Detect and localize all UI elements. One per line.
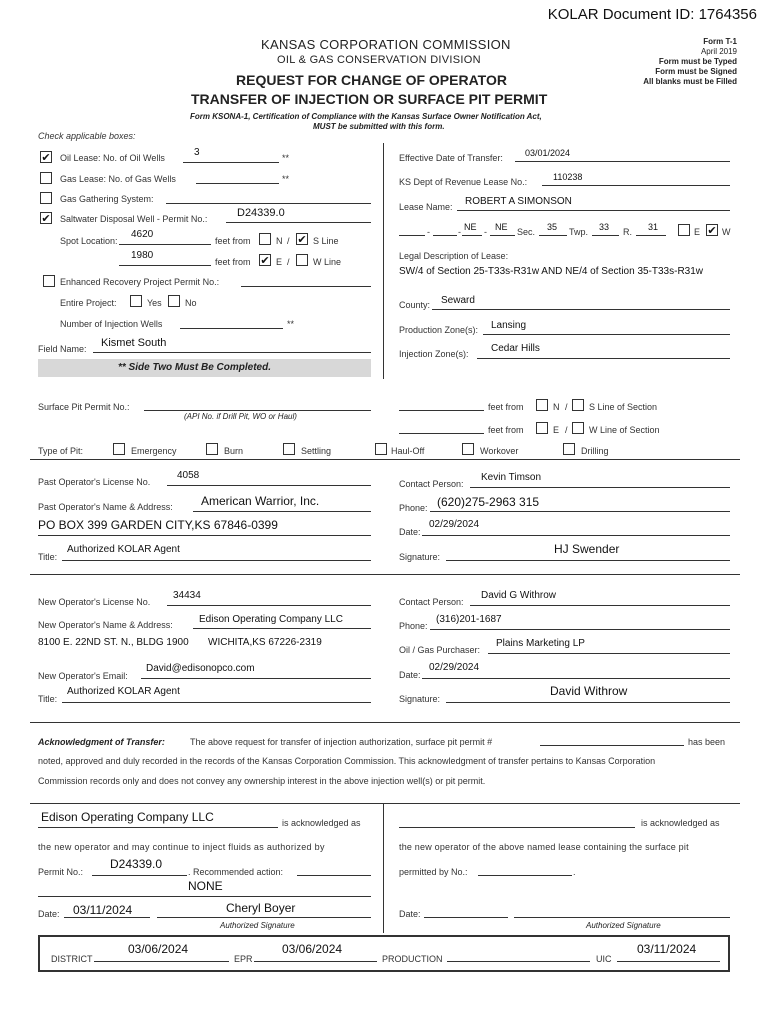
lease-name-value[interactable]: ROBERT A SIMONSON [465,196,572,207]
pit-type-workover-checkbox[interactable] [462,443,474,455]
spot-e-checkbox[interactable]: ✔ [260,255,270,267]
entire-project-label: Entire Project: [60,298,117,308]
pit-type-hauloff-checkbox[interactable] [375,443,387,455]
r-value[interactable]: 31 [648,222,659,232]
spot-ew-value[interactable]: 1980 [131,250,154,261]
pit-type-drilling-checkbox[interactable] [563,443,575,455]
legal-description-label: Legal Description of Lease: [399,251,509,261]
new-license-label: New Operator's License No. [38,597,151,607]
spot-ns-feet-from: feet from [215,236,251,246]
ks-revenue-value[interactable]: 110238 [553,172,583,182]
swd-permit-line [226,222,371,223]
new-phone-line [430,629,730,630]
legal-description-value[interactable]: SW/4 of Section 25-T33s-R31w AND NE/4 of Section 35-T33s-R31w [399,266,704,277]
ack-permit-no-value[interactable]: D24339.0 [110,857,163,871]
oil-lease-label: Oil Lease: No. of Oil Wells [60,153,165,163]
ack-pit-permit-line [540,745,684,746]
injection-wells-stars: ** [287,319,295,329]
ack-left-auth-sig: Authorized Signature [220,921,295,930]
entire-project-no-label: No [185,298,197,308]
ack-box-top [30,803,740,804]
pit-type-label: Type of Pit: [38,446,84,456]
pit-type-drilling-label: Drilling [581,446,609,456]
ack-left-text: the new operator and may continue to inject fluids as authorized by [38,842,325,852]
spot-n-checkbox[interactable] [259,233,271,245]
spot-e-label: E [276,257,283,267]
pit-ew-line [399,433,484,434]
ack-left-date-label: Date: [38,909,60,919]
sec-line [539,235,567,236]
past-address-line [38,535,371,536]
new-purchaser-label: Oil / Gas Purchaser: [399,645,481,655]
eor-label: Enhanced Recovery Project Permit No.: [60,277,220,287]
ack-right-date-label: Date: [399,909,421,919]
form-subtitle-line2: MUST be submitted with this form. [313,122,445,131]
new-date-value[interactable]: 02/29/2024 [429,662,480,673]
eor-line [241,286,371,287]
pit-type-settling-label: Settling [301,446,332,456]
quarter3-line [462,235,482,236]
pit-ew-feet-from: feet from [488,425,524,435]
surface-pit-permit-line [144,410,371,411]
footer-production-label: PRODUCTION [382,954,443,964]
spot-n-label: N [276,236,283,246]
new-ack-divider [30,722,740,723]
effective-date-line [515,161,730,162]
ack-recommended-label: . Recommended action: [188,867,284,877]
sec-value[interactable]: 35 [547,222,558,232]
new-name-label: New Operator's Name & Address: [38,620,173,630]
pit-w-label: W Line of Section [589,425,660,435]
new-signature-label: Signature: [399,694,441,704]
county-label: County: [399,300,431,310]
county-value[interactable]: Seward [441,295,475,306]
pit-ew-slash: / [565,425,568,435]
range-e-label: E [694,227,701,237]
spot-s-checkbox[interactable]: ✔ [297,234,307,246]
new-purchaser-value[interactable]: Plains Marketing LP [496,638,585,649]
footer-epr-value[interactable]: 03/06/2024 [282,942,343,956]
gas-gathering-label: Gas Gathering System: [60,194,154,204]
ack-permitted-line [478,875,572,876]
injection-zone-label: Injection Zone(s): [399,349,469,359]
new-phone-label: Phone: [399,621,428,631]
new-email-label: New Operator's Email: [38,671,128,681]
form-title-line1: REQUEST FOR CHANGE OF OPERATOR [236,72,507,88]
past-contact-line [470,487,730,488]
surface-pit-permit-label: Surface Pit Permit No.: [38,402,130,412]
past-address-value[interactable]: PO BOX 399 GARDEN CITY,KS 67846-0399 [38,518,278,532]
form-title-line2: TRANSFER OF INJECTION OR SURFACE PIT PERMIT [191,91,548,107]
effective-date-label: Effective Date of Transfer: [399,153,503,163]
field-name-line [93,352,371,353]
footer-uic-label: UIC [596,954,612,964]
gas-lease-checkbox[interactable] [40,172,52,184]
new-title-line [62,702,371,703]
past-date-line [422,535,730,536]
swd-permit-value[interactable]: D24339.0 [237,207,285,219]
ack-left-company[interactable]: Edison Operating Company LLC [41,810,214,824]
check-boxes-label: Check applicable boxes: [38,131,136,141]
past-new-divider [30,574,740,575]
r-label: R. [623,227,632,237]
past-name-label: Past Operator's Name & Address: [38,502,173,512]
oil-wells-line [183,162,279,163]
ack-right-auth-sig: Authorized Signature [586,921,661,930]
ack-permit-no-label: Permit No.: [38,867,84,877]
new-contact-label: Contact Person: [399,597,464,607]
pit-divider [30,459,740,460]
quarter1-line [399,235,425,236]
spot-w-checkbox[interactable] [296,254,308,266]
ack-permit-no-line [92,875,187,876]
ack-recommended-line [297,875,371,876]
ack-left-date-line [64,917,150,918]
injection-zone-value[interactable]: Cedar Hills [491,343,540,354]
past-date-value[interactable]: 02/29/2024 [429,519,480,530]
oil-wells-stars: ** [282,153,290,163]
spot-ns-slash: / [287,236,290,246]
ack-left-signature-value[interactable]: Cheryl Boyer [226,901,296,915]
form-note-signed: Form must be Signed [655,67,737,76]
twp-value[interactable]: 33 [599,222,610,232]
new-phone-value[interactable]: (316)201-1687 [436,614,502,625]
ack-box-divider [383,803,384,933]
quarter-dash2: - [458,227,461,237]
past-title-value[interactable]: Authorized KOLAR Agent [67,544,180,555]
new-name-line [193,628,371,629]
quarter4-value[interactable]: NE [495,222,508,232]
spot-ns-line [119,244,211,245]
spot-ew-slash: / [287,257,290,267]
entire-project-yes-checkbox[interactable] [130,295,142,307]
gas-gathering-line [166,203,371,204]
ack-left-is-ack-as: is acknowledged as [282,818,361,828]
ack-permitted-label: permitted by No.: [399,867,468,877]
new-address-value[interactable]: 8100 E. 22ND ST. N., BLDG 1900 [38,637,189,648]
spot-ew-line [119,265,211,266]
ack-bold-label: Acknowledgment of Transfer: [38,737,165,747]
past-name-value[interactable]: American Warrior, Inc. [201,494,320,508]
new-date-label: Date: [399,670,421,680]
ack-right-date-line [424,917,508,918]
ack-text1-end: has been [688,737,726,747]
quarter3-value[interactable]: NE [464,222,477,232]
ack-left-company-line [38,827,278,828]
range-w-checkbox[interactable]: ✔ [707,225,717,237]
swd-checkbox[interactable]: ✔ [41,213,51,225]
lease-name-line [457,210,730,211]
past-signature-line [446,560,730,561]
past-name-line [193,511,371,512]
pit-ns-slash: / [565,402,568,412]
ack-right-text: the new operator of the above named lease containing the surface pit [399,842,689,852]
new-date-line [422,678,730,679]
ack-recommended-value[interactable]: NONE [188,879,223,893]
section-divider [383,143,384,379]
footer-epr-line [254,961,377,962]
form-subtitle-line1: Form KSONA-1, Certification of Compliance with the Kansas Surface Owner Notification Act, [190,112,542,121]
ack-left-date-value[interactable]: 03/11/2024 [73,903,133,917]
new-email-line [141,678,371,679]
past-license-line [167,485,371,486]
pit-s-checkbox[interactable] [572,399,584,411]
division-name: OIL & GAS CONSERVATION DIVISION [277,54,481,66]
gas-lease-label: Gas Lease: No. of Gas Wells [60,174,176,184]
quarter4-line [490,235,515,236]
past-signature-value[interactable]: HJ Swender [554,542,620,556]
injection-wells-line [180,328,283,329]
effective-date-value[interactable]: 03/01/2024 [525,148,571,158]
past-date-label: Date: [399,527,421,537]
form-date: April 2019 [700,47,737,56]
injection-wells-label: Number of Injection Wells [60,319,163,329]
county-line [432,309,730,310]
entire-project-yes-label: Yes [147,298,162,308]
pit-ns-feet-from: feet from [488,402,524,412]
new-title-label: Title: [38,694,58,704]
agency-name: KANSAS CORPORATION COMMISSION [261,37,511,52]
footer-district-label: DISTRICT [51,954,93,964]
gas-wells-line [196,183,279,184]
ks-revenue-label: KS Dept of Revenue Lease No.: [399,177,528,187]
spot-s-label: S Line [313,236,339,246]
ack-recommended-line2 [38,896,371,897]
ack-right-signature-line [514,917,730,918]
past-title-label: Title: [38,552,58,562]
footer-production-line [447,961,590,962]
pit-e-checkbox[interactable] [536,422,548,434]
ack-left-signature-line [157,917,371,918]
ack-text1: The above request for transfer of injection authorization, surface pit permit # [190,737,493,747]
footer-uic-value[interactable]: 03/11/2024 [637,942,697,956]
new-purchaser-line [488,653,730,654]
gas-wells-stars: ** [282,174,290,184]
spot-ew-feet-from: feet from [215,257,251,267]
footer-epr-label: EPR [234,954,253,964]
pit-type-emergency-label: Emergency [131,446,177,456]
past-license-label: Past Operator's License No. [38,477,151,487]
ack-permitted-period: . [573,867,576,877]
past-phone-line [430,511,730,512]
pit-type-workover-label: Workover [480,446,519,456]
document-id: KOLAR Document ID: 1764356 [547,6,757,23]
new-city-value[interactable]: WICHITA,KS 67226-2319 [208,637,322,648]
production-zone-line [483,334,730,335]
form-id: Form T-1 [703,37,737,46]
ks-revenue-line [542,185,730,186]
ack-text2: noted, approved and duly recorded in the records of the Kansas Corporation Commission. This acknowledgment of transfer pertains to Kansas Corporation [38,756,656,766]
pit-ns-line [399,410,484,411]
production-zone-label: Production Zone(s): [399,325,479,335]
past-phone-value[interactable]: (620)275-2963 315 [437,495,540,509]
sec-label: Sec. [517,227,536,237]
pit-type-settling-checkbox[interactable] [283,443,295,455]
side-two-text: ** Side Two Must Be Completed. [118,362,271,373]
past-signature-label: Signature: [399,552,441,562]
spot-location-label: Spot Location: [60,236,118,246]
quarter-dash1: - [427,227,430,237]
pit-e-label: E [553,425,560,435]
new-title-value[interactable]: Authorized KOLAR Agent [67,686,180,697]
new-email-value[interactable]: David@edisonopco.com [146,663,255,674]
api-note: (API No. if Drill Pit, WO or Haul) [184,412,297,421]
ack-text3: Commission records only and does not convey any ownership interest in the above injection well(s) or pit permit. [38,776,486,786]
new-name-value[interactable]: Edison Operating Company LLC [199,614,343,625]
new-license-value[interactable]: 34434 [173,590,201,601]
lease-name-label: Lease Name: [399,202,453,212]
past-contact-label: Contact Person: [399,479,464,489]
ack-right-company-line [399,827,635,828]
injection-zone-line [477,358,730,359]
ack-right-is-ack-as: is acknowledged as [641,818,720,828]
spot-w-label: W Line [313,257,342,267]
past-contact-value[interactable]: Kevin Timson [481,472,542,483]
pit-n-checkbox[interactable] [536,399,548,411]
eor-checkbox[interactable] [43,275,55,287]
pit-type-burn-label: Burn [224,446,244,456]
footer-district-line [94,961,229,962]
past-license-value[interactable]: 4058 [177,470,200,481]
past-title-line [62,560,371,561]
swd-label: Saltwater Disposal Well - Permit No.: [60,214,208,224]
pit-type-hauloff-label: Haul-Off [391,446,425,456]
entire-project-no-checkbox[interactable] [168,295,180,307]
pit-s-label: S Line of Section [589,402,658,412]
new-license-line [167,605,371,606]
twp-line [592,235,619,236]
new-contact-line [470,605,730,606]
pit-type-burn-checkbox[interactable] [206,443,218,455]
production-zone-value[interactable]: Lansing [491,320,527,331]
gas-gathering-checkbox[interactable] [40,192,52,204]
new-contact-value[interactable]: David G Withrow [481,590,557,601]
quarter2-line [433,235,457,236]
pit-w-checkbox[interactable] [572,422,584,434]
quarter-dash3: - [484,227,487,237]
form-note-typed: Form must be Typed [658,57,737,66]
footer-district-value[interactable]: 03/06/2024 [128,942,189,956]
footer-uic-line [617,961,720,962]
pit-n-label: N [553,402,560,412]
spot-ns-value[interactable]: 4620 [131,229,154,240]
past-phone-label: Phone: [399,503,428,513]
r-line [636,235,666,236]
twp-label: Twp. [569,227,589,237]
new-signature-line [446,702,730,703]
field-name-value[interactable]: Kismet South [101,337,167,349]
field-name-label: Field Name: [38,344,87,354]
form-note-filled: All blanks must be Filled [643,77,737,86]
oil-lease-checkbox[interactable]: ✔ [41,152,51,164]
pit-type-emergency-checkbox[interactable] [113,443,125,455]
range-e-checkbox[interactable] [678,224,690,236]
range-w-label: W [722,227,731,237]
new-signature-value[interactable]: David Withrow [550,684,628,698]
oil-wells-value[interactable]: 3 [194,147,200,158]
